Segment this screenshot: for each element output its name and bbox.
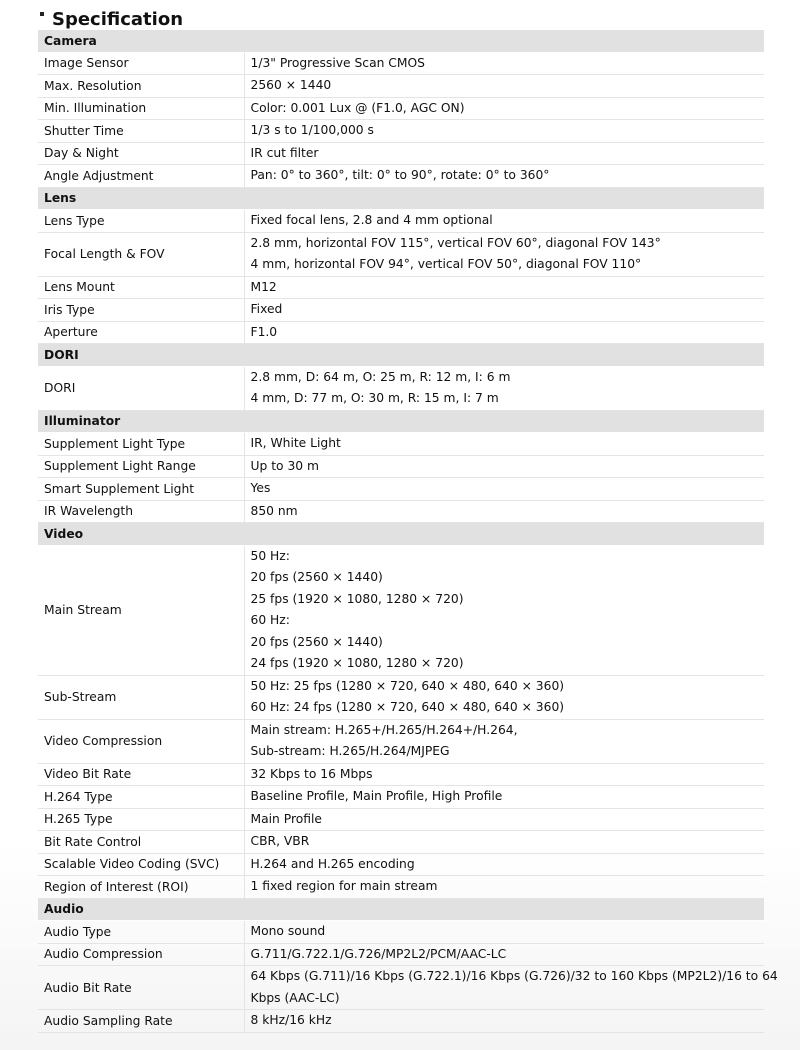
- spec-row: [38, 808, 764, 831]
- spec-value-line: H.264 and H.265 encoding: [250, 856, 415, 871]
- spec-label: Angle Adjustment: [38, 165, 244, 188]
- spec-row: [38, 876, 764, 899]
- spec-value: [244, 366, 764, 410]
- spec-value: [244, 478, 764, 501]
- spec-row: [38, 433, 764, 456]
- spec-row: [38, 75, 764, 98]
- spec-row: [38, 545, 764, 675]
- spec-label: H.265 Type: [38, 808, 244, 831]
- section-header-row: [38, 523, 764, 546]
- spec-label: DORI: [38, 366, 244, 410]
- spec-value-line: 2.8 mm, horizontal FOV 115°, vertical FOV 60°, diagonal FOV 143°: [250, 235, 661, 250]
- section-title: Audio: [38, 898, 764, 921]
- spec-label: Image Sensor: [38, 52, 244, 75]
- spec-row: [38, 165, 764, 188]
- spec-value: [244, 433, 764, 456]
- spec-row: [38, 276, 764, 299]
- spec-label: Audio Type: [38, 921, 244, 944]
- spec-row: [38, 52, 764, 75]
- spec-value: [244, 97, 764, 120]
- spec-label: H.264 Type: [38, 786, 244, 809]
- spec-value-line: 20 fps (2560 × 1440): [250, 634, 383, 649]
- section-title: Illuminator: [38, 410, 764, 433]
- spec-row: [38, 500, 764, 523]
- section-title: Camera: [38, 30, 764, 52]
- spec-row: [38, 675, 764, 719]
- section-header-row: [38, 344, 764, 367]
- page-title: [40, 6, 183, 32]
- spec-value-line: IR, White Light: [250, 436, 341, 450]
- spec-value-line: 50 Hz: 25 fps (1280 × 720, 640 × 480, 640 × 360): [250, 678, 565, 693]
- spec-value-line: Main stream: H.265+/H.265/H.264+/H.264,: [250, 722, 518, 737]
- spec-value-line: 1/3" Progressive Scan CMOS: [250, 55, 425, 70]
- spec-label: Video Bit Rate: [38, 763, 244, 786]
- spec-value-line: Mono sound: [250, 924, 326, 938]
- spec-label: Audio Sampling Rate: [38, 1010, 244, 1033]
- spec-row: [38, 1010, 764, 1033]
- spec-value-line: 25 fps (1920 × 1080, 1280 × 720): [250, 591, 464, 606]
- spec-label: Bit Rate Control: [38, 831, 244, 854]
- spec-row: [38, 97, 764, 120]
- spec-value-line: Kbps (AAC-LC): [250, 990, 340, 1005]
- spec-label: Focal Length & FOV: [38, 232, 244, 276]
- section-title: DORI: [38, 344, 764, 367]
- section-title: Video: [38, 523, 764, 546]
- spec-value-line: 60 Hz:: [250, 613, 290, 627]
- spec-value-line: IR cut filter: [250, 145, 319, 160]
- spec-label: Supplement Light Range: [38, 455, 244, 478]
- section-header-row: [38, 898, 764, 921]
- page-title-text: Specification: [52, 8, 184, 30]
- section-title: Lens: [38, 187, 764, 210]
- spec-row: [38, 210, 764, 233]
- spec-value-line: 32 Kbps to 16 Mbps: [250, 766, 373, 781]
- spec-row: [38, 321, 764, 344]
- spec-value-line: 1 fixed region for main stream: [250, 879, 438, 893]
- spec-value-line: 64 Kbps (G.711)/16 Kbps (G.722.1)/16 Kbps (G.726)/32 to 160 Kbps (MP2L2)/16 to 64: [250, 969, 778, 983]
- spec-value-line: 4 mm, horizontal FOV 94°, vertical FOV 50°, diagonal FOV 110°: [250, 257, 642, 271]
- spec-value-line: 8 kHz/16 kHz: [250, 1013, 332, 1027]
- spec-value-line: 4 mm, D: 77 m, O: 30 m, R: 15 m, I: 7 m: [250, 391, 499, 405]
- spec-value-line: 50 Hz:: [250, 548, 290, 563]
- spec-value: [244, 943, 764, 966]
- section-header-row: [38, 410, 764, 433]
- section-header-row: [38, 187, 764, 210]
- spec-row: [38, 478, 764, 501]
- spec-value-line: 24 fps (1920 × 1080, 1280 × 720): [250, 656, 464, 670]
- spec-label: Supplement Light Type: [38, 433, 244, 456]
- spec-row: [38, 120, 764, 143]
- spec-value: [244, 321, 764, 344]
- spec-value-line: 2560 × 1440: [250, 78, 332, 92]
- spec-table: [38, 30, 778, 1033]
- spec-value-line: 60 Hz: 24 fps (1280 × 720, 640 × 480, 640 × 360): [250, 700, 565, 714]
- spec-label: Lens Type: [38, 210, 244, 233]
- spec-row: [38, 966, 764, 1010]
- spec-value: [244, 276, 764, 299]
- spec-label: Smart Supplement Light: [38, 478, 244, 501]
- spec-value: [244, 1010, 764, 1033]
- spec-value: [244, 210, 764, 233]
- spec-value-line: 1/3 s to 1/100,000 s: [250, 123, 374, 137]
- spec-value: [244, 786, 764, 809]
- spec-label: Audio Compression: [38, 943, 244, 966]
- spec-label: Region of Interest (ROI): [38, 876, 244, 899]
- spec-row: [38, 786, 764, 809]
- spec-value: [244, 232, 764, 276]
- spec-value: [244, 675, 764, 719]
- spec-value: [244, 165, 764, 188]
- spec-value: [244, 455, 764, 478]
- spec-label: Day & Night: [38, 142, 244, 165]
- spec-label: Video Compression: [38, 719, 244, 763]
- spec-value: [244, 808, 764, 831]
- spec-value-line: M12: [250, 279, 277, 294]
- spec-value: [244, 719, 764, 763]
- spec-value: [244, 75, 764, 98]
- spec-value: [244, 763, 764, 786]
- spec-row: [38, 299, 764, 322]
- spec-value-line: Up to 30 m: [250, 458, 320, 473]
- spec-value-line: Fixed focal lens, 2.8 and 4 mm optional: [250, 213, 493, 227]
- spec-value: [244, 545, 764, 675]
- spec-label: Lens Mount: [38, 276, 244, 299]
- spec-row: [38, 853, 764, 876]
- spec-row: [38, 455, 764, 478]
- bullet-icon: [40, 12, 44, 16]
- spec-value: [244, 921, 764, 944]
- spec-label: Scalable Video Coding (SVC): [38, 853, 244, 876]
- spec-value-line: G.711/G.722.1/G.726/MP2L2/PCM/AAC-LC: [250, 946, 507, 961]
- spec-row: [38, 366, 764, 410]
- spec-label: Min. Illumination: [38, 97, 244, 120]
- spec-label: Main Stream: [38, 545, 244, 675]
- section-header-row: [38, 30, 764, 52]
- spec-value-line: Pan: 0° to 360°, tilt: 0° to 90°, rotate: 0° to 360°: [250, 168, 550, 182]
- spec-table-body: [38, 30, 778, 1032]
- spec-value-line: Color: 0.001 Lux @ (F1.0, AGC ON): [250, 100, 465, 115]
- spec-value: [244, 299, 764, 322]
- spec-label: Max. Resolution: [38, 75, 244, 98]
- spec-value-line: 20 fps (2560 × 1440): [250, 570, 383, 584]
- spec-label: IR Wavelength: [38, 500, 244, 523]
- spec-value-line: Baseline Profile, Main Profile, High Profile: [250, 789, 503, 803]
- spec-value: [244, 831, 764, 854]
- spec-value-line: 2.8 mm, D: 64 m, O: 25 m, R: 12 m, I: 6 m: [250, 369, 511, 384]
- spec-row: [38, 719, 764, 763]
- spec-label: Audio Bit Rate: [38, 966, 244, 1010]
- spec-value: [244, 142, 764, 165]
- spec-value-line: CBR, VBR: [250, 834, 310, 848]
- spec-row: [38, 142, 764, 165]
- spec-value: [244, 853, 764, 876]
- spec-value-line: Main Profile: [250, 811, 322, 826]
- spec-value-line: Fixed: [250, 302, 283, 316]
- spec-row: [38, 921, 764, 944]
- spec-label: Iris Type: [38, 299, 244, 322]
- spec-row: [38, 831, 764, 854]
- spec-value-line: Sub-stream: H.265/H.264/MJPEG: [250, 744, 450, 758]
- spec-label: Aperture: [38, 321, 244, 344]
- spec-value-line: 850 nm: [250, 503, 298, 518]
- spec-value: [244, 500, 764, 523]
- spec-value: [244, 966, 778, 1010]
- spec-value-line: F1.0: [250, 324, 278, 339]
- spec-value-line: Yes: [250, 481, 271, 495]
- spec-row: [38, 943, 764, 966]
- spec-row: [38, 763, 764, 786]
- spec-label: Shutter Time: [38, 120, 244, 143]
- spec-value: [244, 876, 764, 899]
- spec-row: [38, 232, 764, 276]
- spec-value: [244, 52, 764, 75]
- spec-label: Sub-Stream: [38, 675, 244, 719]
- spec-value: [244, 120, 764, 143]
